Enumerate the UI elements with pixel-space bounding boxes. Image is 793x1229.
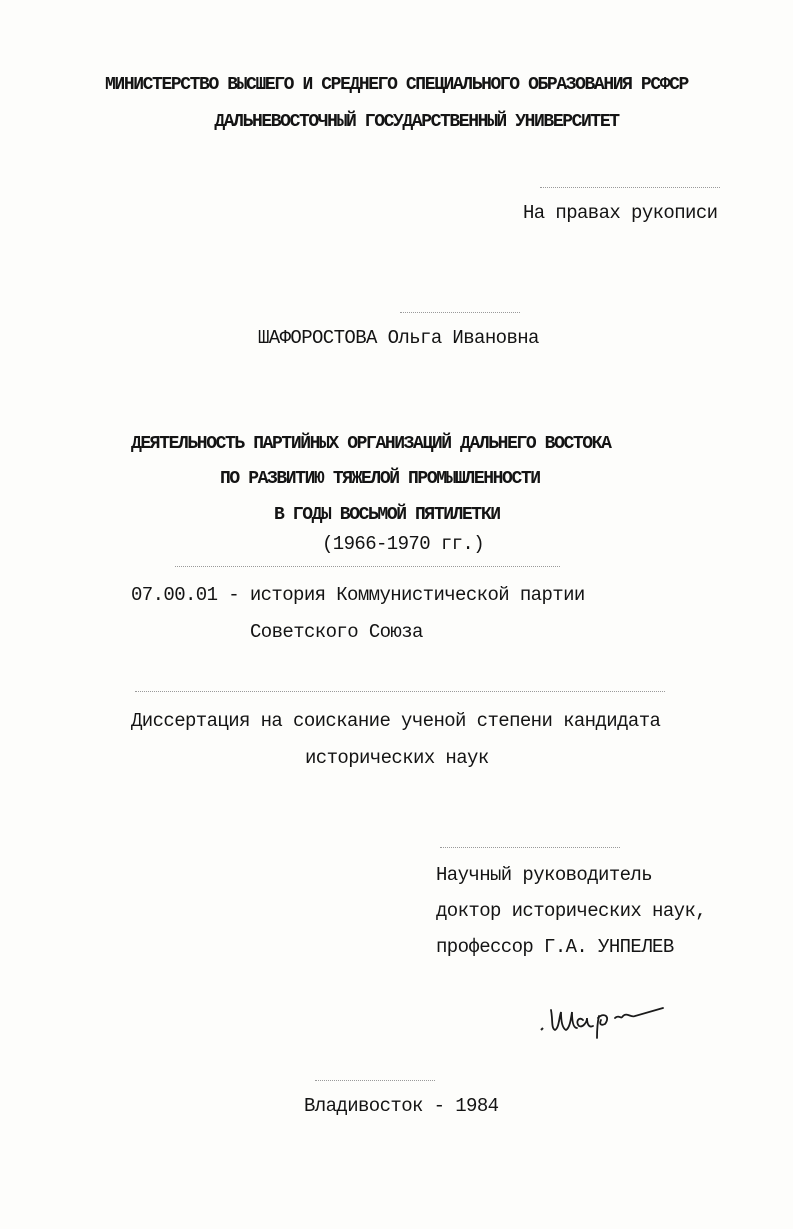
scan-speckle: [135, 691, 665, 693]
thesis-title-line-3: В ГОДЫ ВОСЬМОЙ ПЯТИЛЕТКИ: [274, 505, 500, 525]
specialty-name: Советского Союза: [250, 621, 423, 643]
university-heading: ДАЛЬНЕВОСТОЧНЫЙ ГОСУДАРСТВЕННЫЙ УНИВЕРСИТЕТ: [214, 112, 619, 132]
dissertation-field: исторических наук: [305, 747, 489, 769]
thesis-years: (1966-1970 гг.): [322, 533, 485, 555]
ministry-heading: МИНИСТЕРСТВО ВЫСШЕГО И СРЕДНЕГО СПЕЦИАЛЬНОГО ОБРАЗОВАНИЯ РСФСР: [105, 75, 688, 95]
thesis-title-line-1: ДЕЯТЕЛЬНОСТЬ ПАРТИЙНЫХ ОРГАНИЗАЦИЙ ДАЛЬНЕГО ВОСТОКА: [131, 434, 611, 454]
author-name: ШАФОРОСТОВА Ольга Ивановна: [258, 327, 539, 349]
scan-speckle: [440, 847, 620, 849]
thesis-title-line-2: ПО РАЗВИТИЮ ТЯЖЕЛОЙ ПРОМЫШЛЕННОСТИ: [220, 469, 540, 489]
supervisor-degree: доктор исторических наук,: [436, 900, 707, 922]
specialty-code: 07.00.01 - история Коммунистической партии: [131, 584, 585, 606]
city-year: Владивосток - 1984: [304, 1095, 499, 1117]
supervisor-title-name: профессор Г.А. УНПЕЛЕВ: [436, 936, 674, 958]
scan-speckle: [315, 1080, 435, 1082]
scan-speckle: [400, 312, 520, 314]
dissertation-statement: Диссертация на соискание ученой степени кандидата: [131, 710, 661, 732]
supervisor-label: Научный руководитель: [436, 864, 653, 886]
handwritten-signature: [535, 990, 675, 1040]
manuscript-note: На правах рукописи: [523, 202, 718, 224]
scan-speckle: [540, 187, 720, 189]
scan-speckle: [175, 566, 560, 568]
